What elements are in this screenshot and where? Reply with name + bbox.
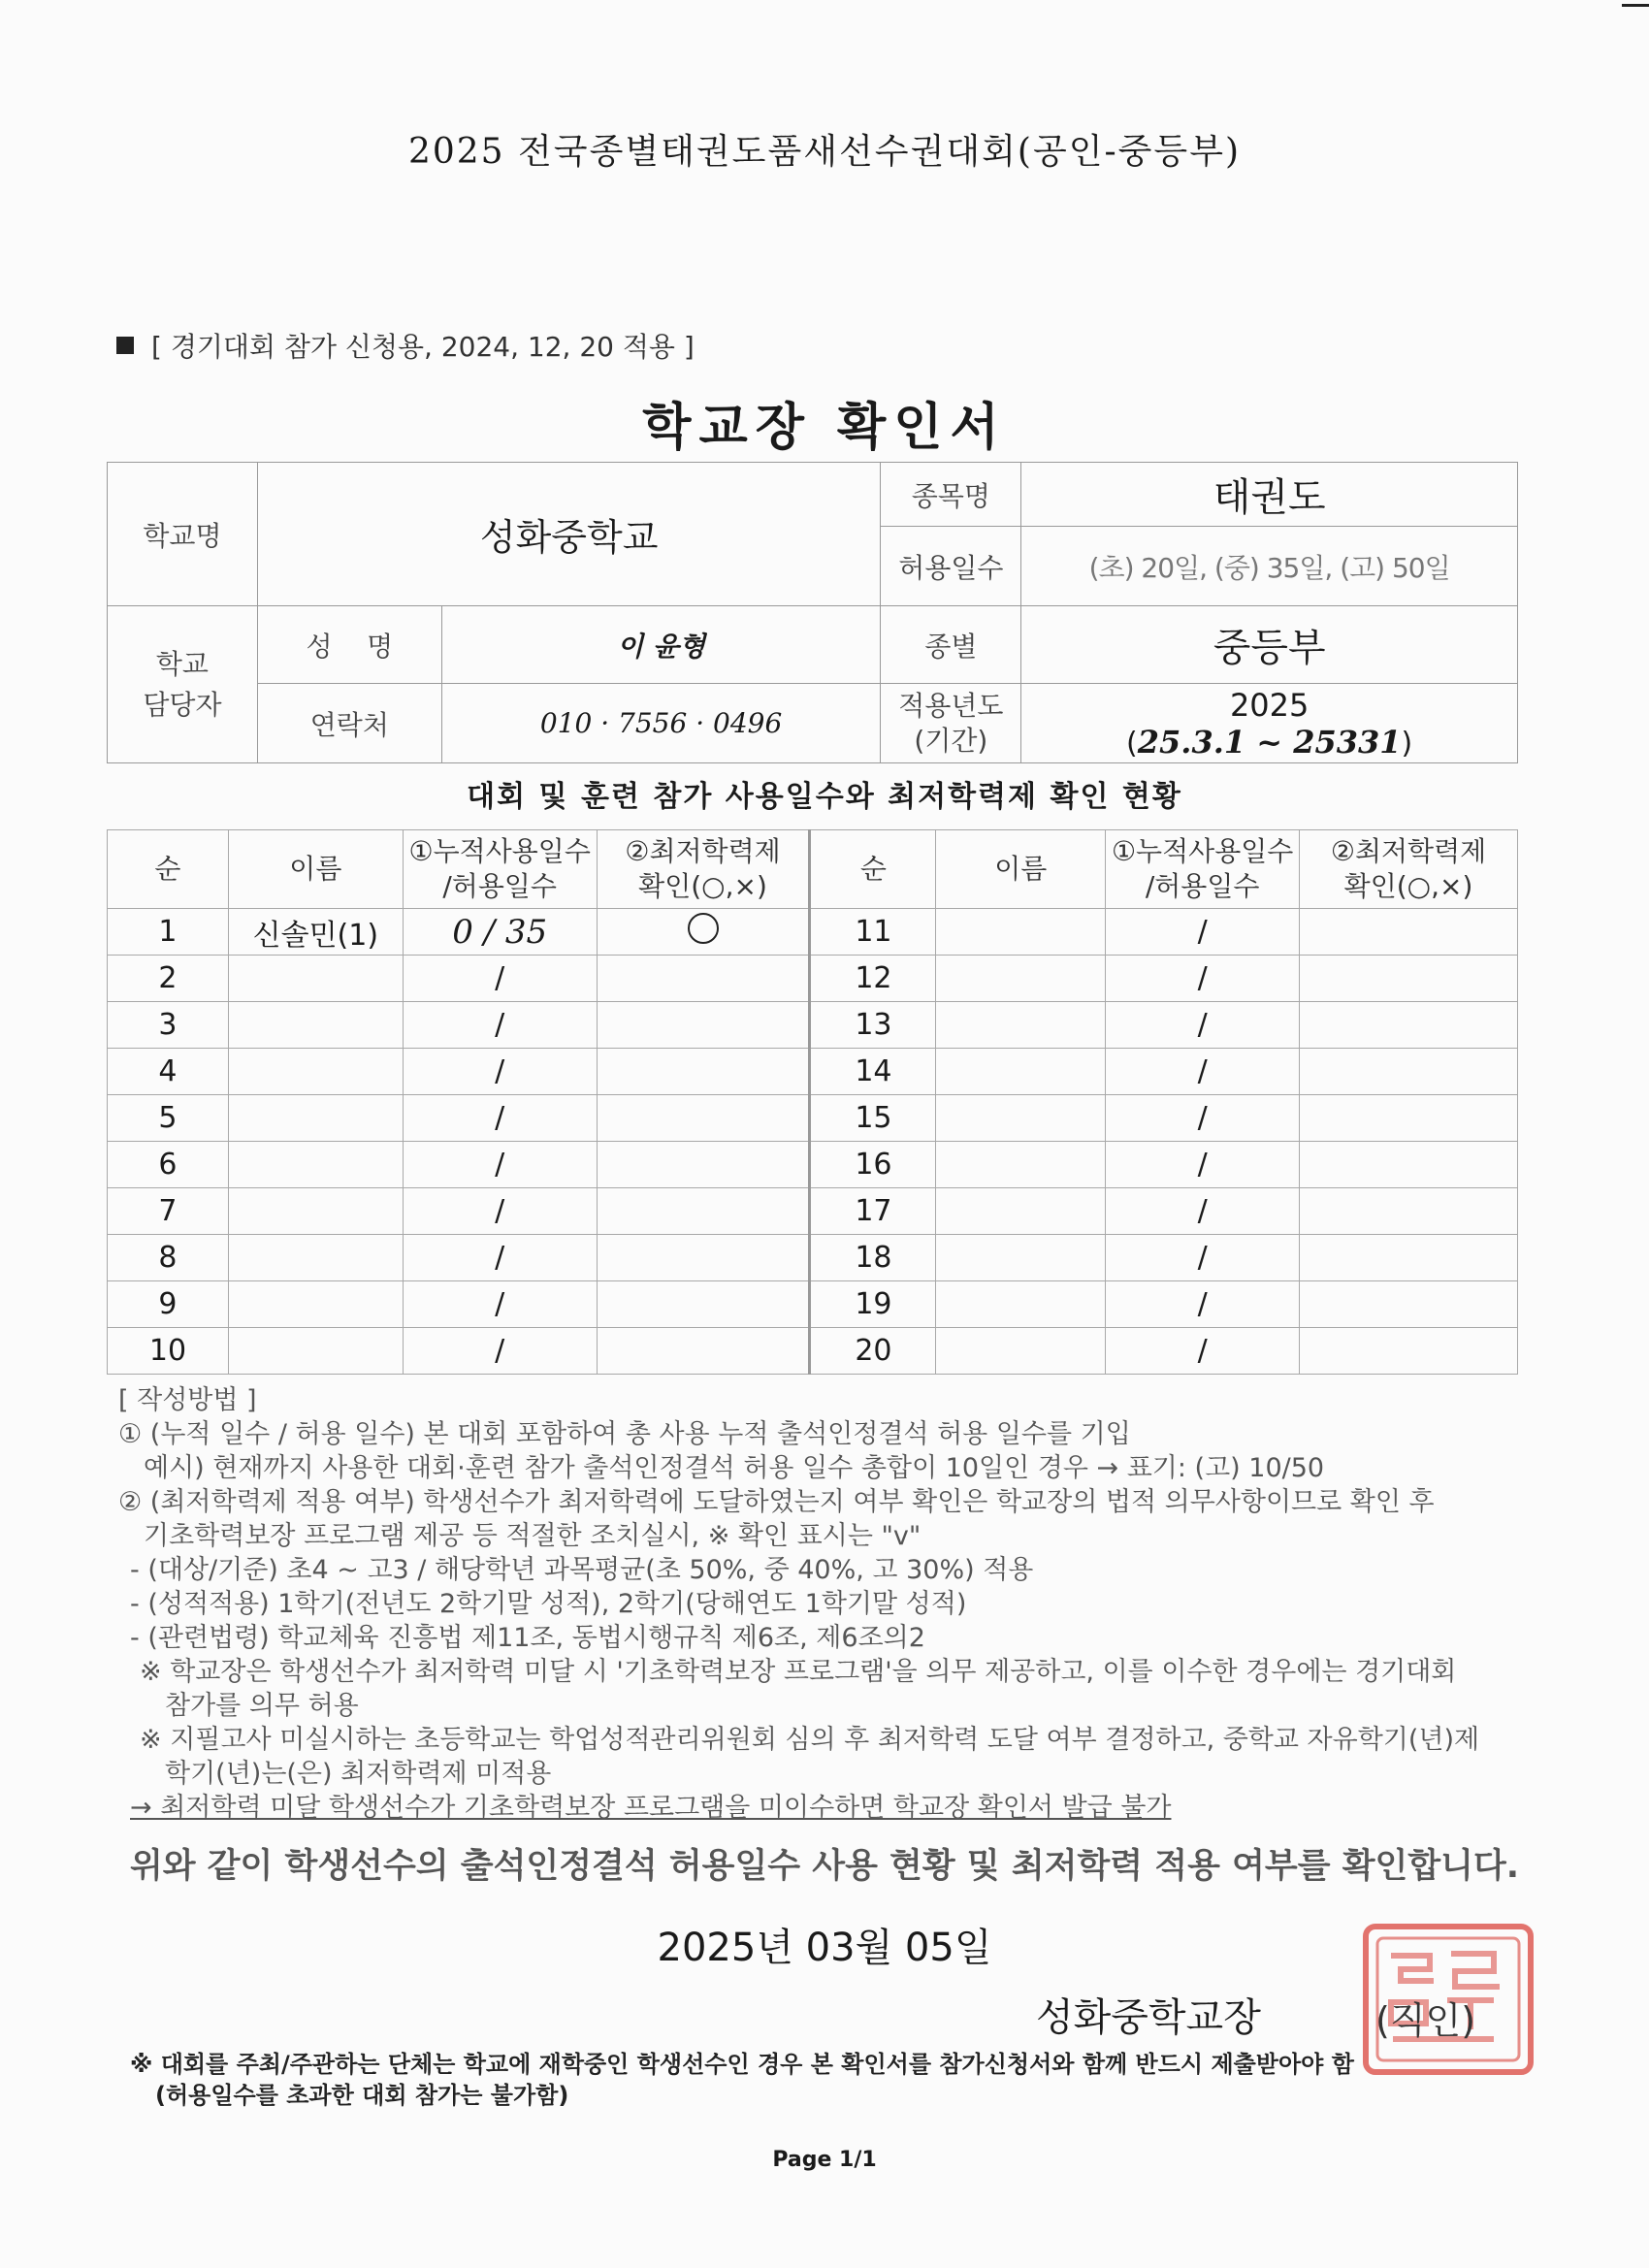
row-days: /: [1106, 956, 1300, 1002]
row-no: 9: [108, 1281, 229, 1328]
table-row: [108, 909, 1518, 956]
guide-line-5: - (대상/기준) 초4 ~ 고3 / 해당학년 과목평균(초 50%, 중 40%, 고 30%) 적용: [130, 1555, 1034, 1585]
row-days: /: [1106, 909, 1300, 956]
footnote: [130, 2049, 1354, 2111]
row-days: /: [403, 1188, 597, 1235]
row-name: [936, 1142, 1106, 1188]
table-row: [108, 1281, 1518, 1328]
row-no: 19: [810, 1281, 936, 1328]
col-days-left: ①누적사용일수 /허용일수: [403, 830, 597, 909]
row-min-check: [1300, 1235, 1518, 1281]
contact-label: 연락처: [257, 684, 441, 763]
table-row: [108, 1235, 1518, 1281]
seal-label: (직인): [1375, 1999, 1476, 2042]
row-days: /: [403, 1049, 597, 1095]
row-name: [936, 1188, 1106, 1235]
footnote-line-2: (허용일수를 초과한 대회 참가는 불가함): [155, 2082, 569, 2109]
event-value: 태권도: [1021, 463, 1518, 527]
school-label: 학교명: [108, 463, 258, 606]
row-min-check: [1300, 1188, 1518, 1235]
row-days: 0 / 35: [403, 909, 597, 956]
row-no: 4: [108, 1049, 229, 1095]
row-name: [936, 1049, 1106, 1095]
status-table-header: [108, 830, 1518, 909]
row-min-check: [1300, 1002, 1518, 1049]
col-no-left: 순: [108, 830, 229, 909]
contact-handwritten: 010 · 7556 · 0496: [441, 684, 881, 763]
row-no: 8: [108, 1235, 229, 1281]
row-no: 11: [810, 909, 936, 956]
row-min-check: [597, 1235, 810, 1281]
row-no: 16: [810, 1142, 936, 1188]
guide-line-12: → 최저학력 미달 학생선수가 기초학력보장 프로그램을 미이수하면 학교장 확인서 발급 불가: [130, 1793, 1172, 1823]
section-title: 대회 및 훈련 참가 사용일수와 최저학력제 확인 현황: [467, 780, 1182, 814]
row-days: /: [1106, 1188, 1300, 1235]
col-no-right: 순: [810, 830, 936, 909]
guide-line-2: 예시) 현재까지 사용한 대회·훈련 참가 출석인정결석 허용 일수 총합이 10일인 경우 → 표기: (고) 10/50: [144, 1453, 1325, 1483]
guide-line-9: 참가를 의무 허용: [165, 1691, 359, 1721]
row-name: [228, 1188, 403, 1235]
row-no: 2: [108, 956, 229, 1002]
allowed-days-value: (초) 20일, (중) 35일, (고) 50일: [1021, 527, 1518, 606]
row-no: 12: [810, 956, 936, 1002]
division-value: 중등부: [1021, 606, 1518, 684]
row-no: 20: [810, 1328, 936, 1375]
row-min-check: [597, 1281, 810, 1328]
row-days: /: [403, 956, 597, 1002]
row-no: 17: [810, 1188, 936, 1235]
year-value: 2025: [1229, 686, 1310, 724]
row-days: /: [1106, 1235, 1300, 1281]
row-name: 신솔민(1): [228, 909, 403, 956]
row-days: /: [1106, 1002, 1300, 1049]
footnote-line-1: ※ 대회를 주최/주관하는 단체는 학교에 재학중인 학생선수인 경우 본 확인서를 참가신청서와 함께 반드시 제출받아야 함: [130, 2051, 1354, 2078]
status-table: [107, 829, 1518, 1375]
row-min-check: [1300, 1049, 1518, 1095]
division-label: 종별: [881, 606, 1021, 684]
table-row: [108, 1188, 1518, 1235]
table-row: [108, 1328, 1518, 1375]
manager-name-handwritten: 이 윤형: [441, 606, 881, 684]
row-name: [936, 1235, 1106, 1281]
guide-line-1: ① (누적 일수 / 허용 일수) 본 대회 포함하여 총 사용 누적 출석인정결석 허용 일수를 기입: [118, 1419, 1131, 1449]
col-min-right: ②최저학력제 확인(○,×): [1300, 830, 1518, 909]
row-name: [936, 1281, 1106, 1328]
scan-edge-mark: [1622, 4, 1649, 7]
row-name: [228, 1328, 403, 1375]
row-min-check: [1300, 909, 1518, 956]
row-days: /: [1106, 1142, 1300, 1188]
guide-line-10: ※ 지필고사 미실시하는 초등학교는 학업성적관리위원회 심의 후 최저학력 도달 여부 결정하고, 중학교 자유학기(년)제: [140, 1725, 1480, 1755]
row-days: /: [403, 1328, 597, 1375]
table-row: [108, 1049, 1518, 1095]
guide-line-3: ② (최저학력제 적용 여부) 학생선수가 최저학력에 도달하였는지 여부 확인은 학교장의 법적 의무사항이므로 확인 후: [118, 1487, 1435, 1517]
row-min-check: [1300, 1281, 1518, 1328]
row-name: [936, 1002, 1106, 1049]
competition-title: 2025 전국종별태권도품새선수권대회(공인-중등부): [407, 132, 1242, 172]
row-name: [228, 956, 403, 1002]
period-open: (: [1126, 726, 1138, 761]
period-handwritten: 25.3.1 ~ 25331: [1137, 723, 1402, 761]
o-mark-icon: [688, 913, 719, 944]
form-note: [116, 326, 695, 365]
allowed-days-label: 허용일수: [881, 527, 1021, 606]
row-name: [936, 909, 1106, 956]
row-no: 13: [810, 1002, 936, 1049]
document-title: 학교장 확인서: [642, 399, 1007, 457]
col-name-left: 이름: [228, 830, 403, 909]
row-min-check: [597, 1328, 810, 1375]
event-label: 종목명: [881, 463, 1021, 527]
row-min-check: [597, 1142, 810, 1188]
row-days: /: [1106, 1049, 1300, 1095]
row-days: /: [403, 1142, 597, 1188]
school-name: 성화중학교: [257, 463, 881, 606]
row-min-check: [597, 909, 810, 956]
col-min-left: ②최저학력제 확인(○,×): [597, 830, 810, 909]
row-no: 7: [108, 1188, 229, 1235]
row-no: 15: [810, 1095, 936, 1142]
year-cell: [1021, 684, 1518, 763]
row-min-check: [1300, 956, 1518, 1002]
row-days: /: [1106, 1328, 1300, 1375]
row-no: 14: [810, 1049, 936, 1095]
row-days: /: [1106, 1281, 1300, 1328]
row-min-check: [597, 1095, 810, 1142]
row-min-check: [1300, 1142, 1518, 1188]
col-name-right: 이름: [936, 830, 1106, 909]
row-name: [936, 956, 1106, 1002]
form-note-text: [ 경기대회 참가 신청용, 2024, 12, 20 적용 ]: [151, 331, 695, 363]
guide-line-11: 학기(년)는(은) 최저학력제 미적용: [165, 1759, 552, 1789]
principal-name: 성화중학교장: [1036, 1995, 1261, 2040]
table-row: [108, 1002, 1518, 1049]
row-name: [228, 1095, 403, 1142]
year-label: 적용년도 (기간): [881, 684, 1021, 763]
row-min-check: [597, 1188, 810, 1235]
row-min-check: [1300, 1095, 1518, 1142]
row-no: 3: [108, 1002, 229, 1049]
confirmation-statement: 위와 같이 학생선수의 출석인정결석 허용일수 사용 현황 및 최저학력 적용 여부를 확인합니다.: [129, 1847, 1520, 1886]
info-table: [107, 462, 1518, 763]
table-row: [108, 956, 1518, 1002]
row-days: /: [403, 1235, 597, 1281]
row-name: [228, 1002, 403, 1049]
issue-date: 2025년 03월 05일: [657, 1926, 992, 1970]
manager-label: 학교 담당자: [108, 606, 258, 763]
guide-line-7: - (관련법령) 학교체육 진흥법 제11조, 동법시행규칙 제6조, 제6조의2: [130, 1623, 925, 1653]
row-no: 18: [810, 1235, 936, 1281]
period-close: ): [1401, 726, 1413, 761]
row-no: 1: [108, 909, 229, 956]
row-days: /: [1106, 1095, 1300, 1142]
row-no: 5: [108, 1095, 229, 1142]
page-number: Page 1/1: [772, 2148, 877, 2172]
row-name: [228, 1049, 403, 1095]
row-name: [228, 1142, 403, 1188]
row-min-check: [597, 956, 810, 1002]
row-name: [936, 1095, 1106, 1142]
row-no: 6: [108, 1142, 229, 1188]
row-days: /: [403, 1095, 597, 1142]
table-row: [108, 1142, 1518, 1188]
guide-line-4: 기초학력보장 프로그램 제공 등 적절한 조치실시, ※ 확인 표시는 "v": [144, 1521, 922, 1551]
col-days-right: ①누적사용일수 /허용일수: [1106, 830, 1300, 909]
row-min-check: [597, 1049, 810, 1095]
row-name: [228, 1235, 403, 1281]
row-days: /: [403, 1002, 597, 1049]
row-min-check: [597, 1002, 810, 1049]
row-no: 10: [108, 1328, 229, 1375]
row-days: /: [403, 1281, 597, 1328]
row-min-check: [1300, 1328, 1518, 1375]
writing-guide: [118, 1383, 1525, 1825]
guide-line-6: - (성적적용) 1학기(전년도 2학기말 성적), 2학기(당해연도 1학기말 성적): [130, 1589, 967, 1619]
guide-heading: [ 작성방법 ]: [118, 1385, 257, 1415]
black-square-icon: [116, 337, 134, 354]
row-name: [228, 1281, 403, 1328]
row-name: [936, 1328, 1106, 1375]
name-label: 성 명: [257, 606, 441, 684]
table-row: [108, 1095, 1518, 1142]
period: [1021, 724, 1517, 761]
guide-line-8: ※ 학교장은 학생선수가 최저학력 미달 시 '기초학력보장 프로그램'을 의무 제공하고, 이를 이수한 경우에는 경기대회: [140, 1657, 1457, 1687]
